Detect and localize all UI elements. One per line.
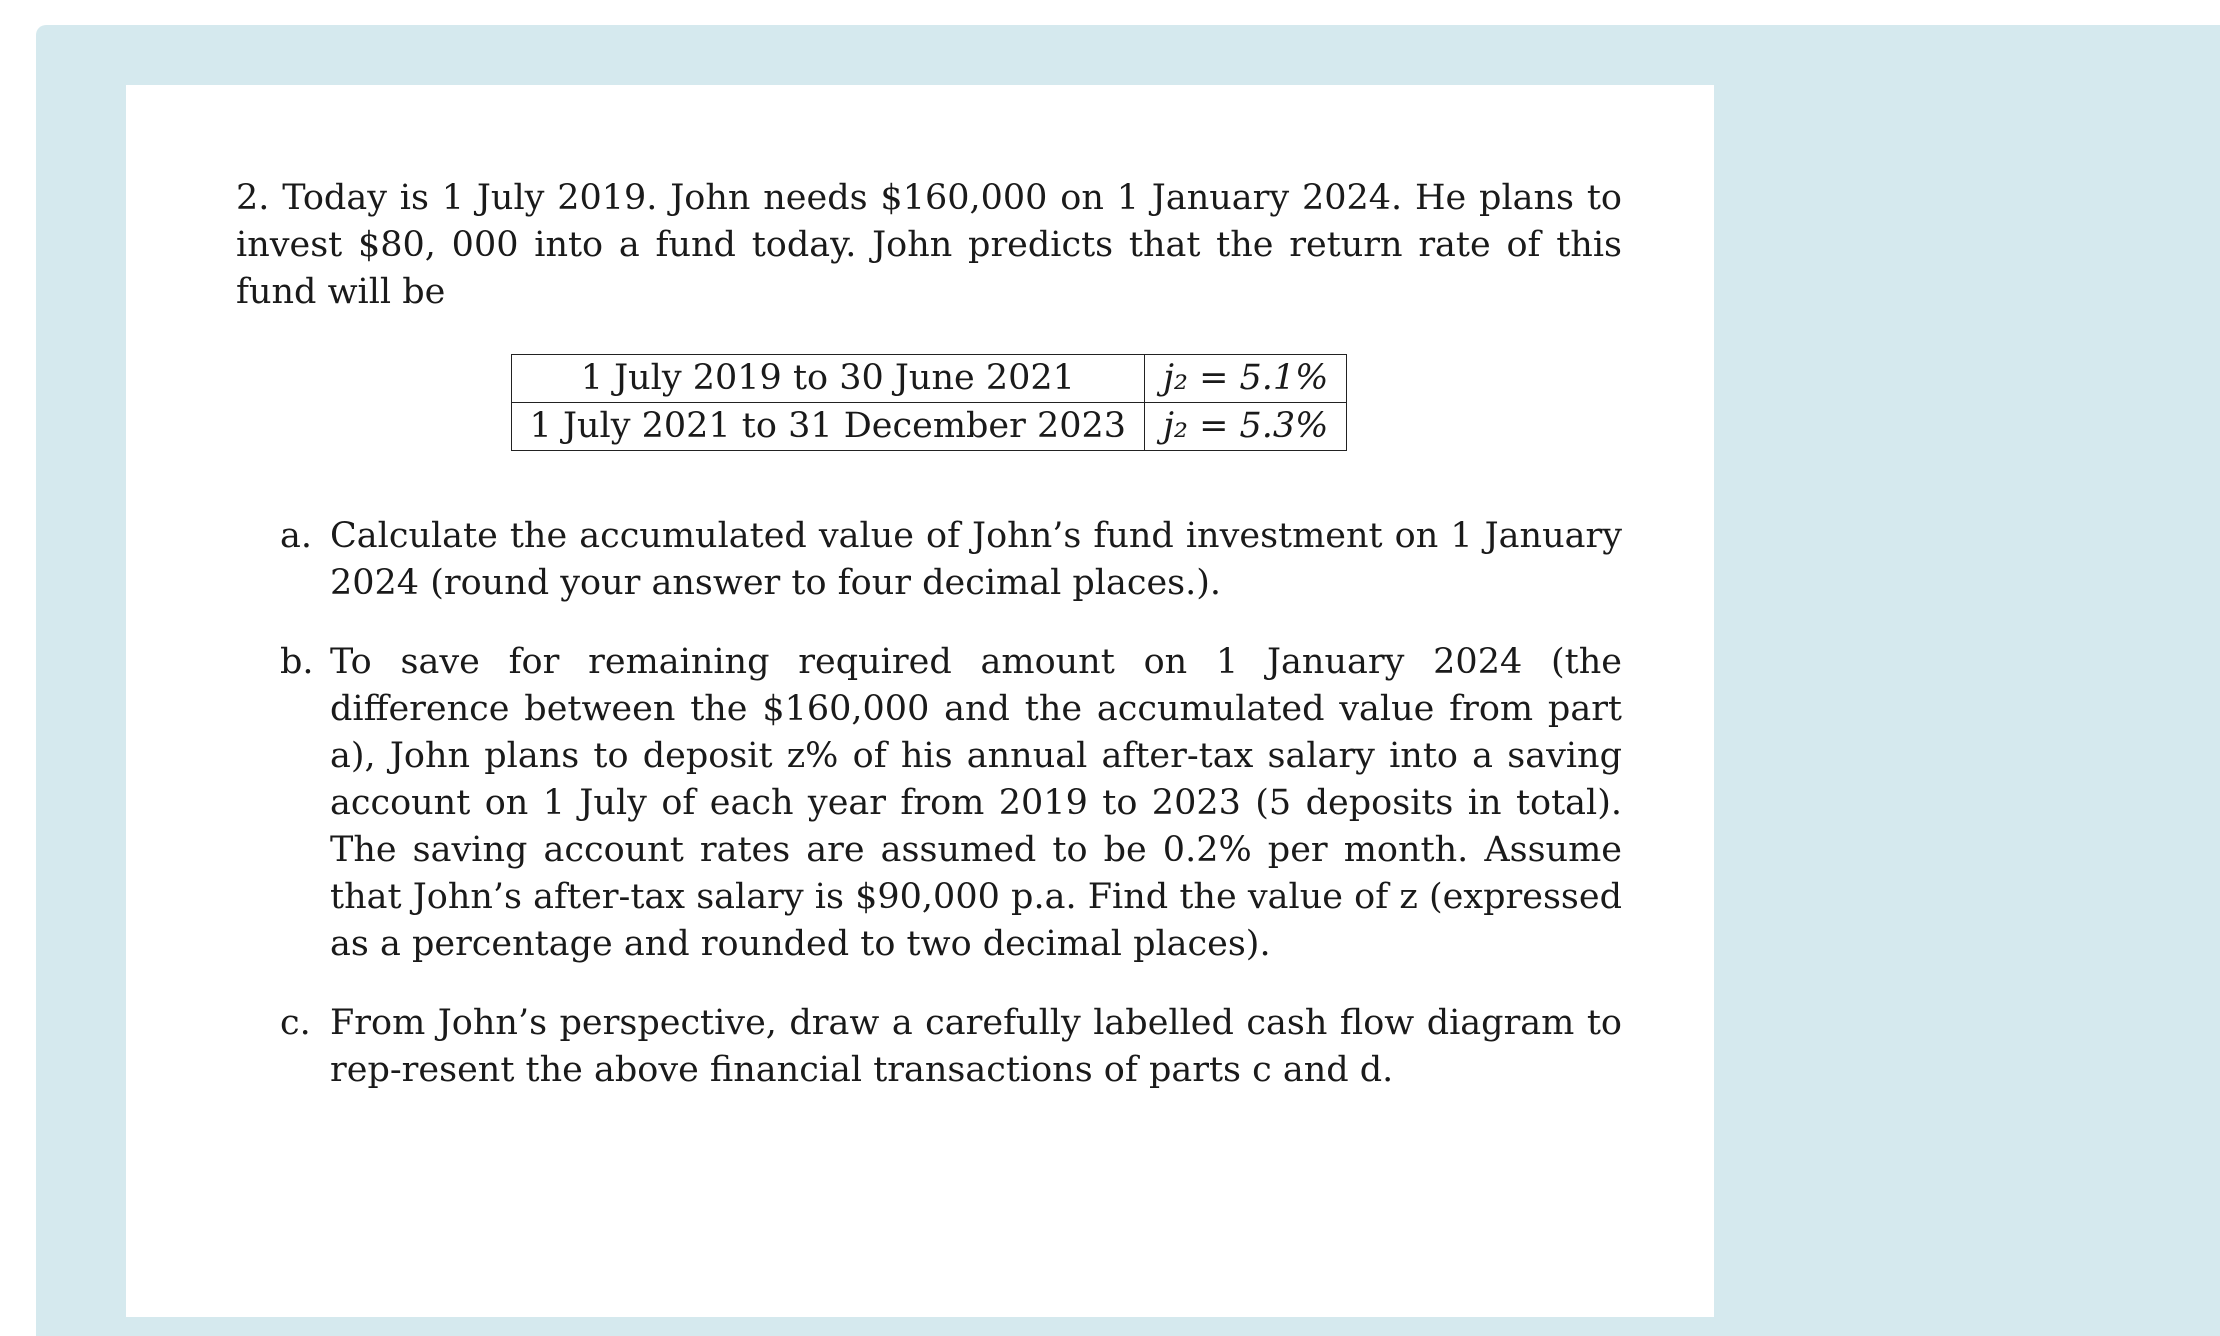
problem-intro: 2. Today is 1 July 2019. John needs $160,000 on 1 January 2024. He plans to invest $80, 000 into a fund today. John predicts that the return rate of this fund will be [236,178,1622,312]
part-label: b. [280,642,314,682]
period-cell: 1 July 2019 to 30 June 2021 [511,355,1145,403]
rate-cell: j₂ = 5.3% [1145,403,1347,451]
part-text: To save for remaining required amount on 1 January 2024 (the difference between the $160,000 and the accumulated value from part a), John plans to deposit z% of his annual after-tax salary into a saving account on 1 July of each year from 2019 to 2023 (5 deposits in total). The saving account rates are assumed to be 0.2% per month. Assume that John’s after-tax salary is $90,000 p.a. Find the value of z (expressed as a percentage and rounded to two decimal places). [330,642,1622,964]
period-cell: 1 July 2021 to 31 December 2023 [511,403,1145,451]
part-b [236,639,1622,968]
table-row [511,403,1347,451]
table-row [511,355,1347,403]
part-text: Calculate the accumulated value of John’s fund investment on 1 January 2024 (round your answer to four decimal places.). [330,516,1622,603]
content-panel [36,25,2220,1336]
document-page [126,85,1714,1317]
rate-table [511,354,1348,451]
part-a [236,513,1622,607]
question-parts [236,513,1622,1094]
part-c [236,1000,1622,1094]
problem-body [236,175,1622,1126]
part-text: From John’s perspective, draw a carefully labelled cash flow diagram to rep-resent the above financial transactions of parts c and d. [330,1003,1622,1090]
part-label: a. [280,516,312,556]
part-label: c. [280,1003,311,1043]
rate-cell: j₂ = 5.1% [1145,355,1347,403]
